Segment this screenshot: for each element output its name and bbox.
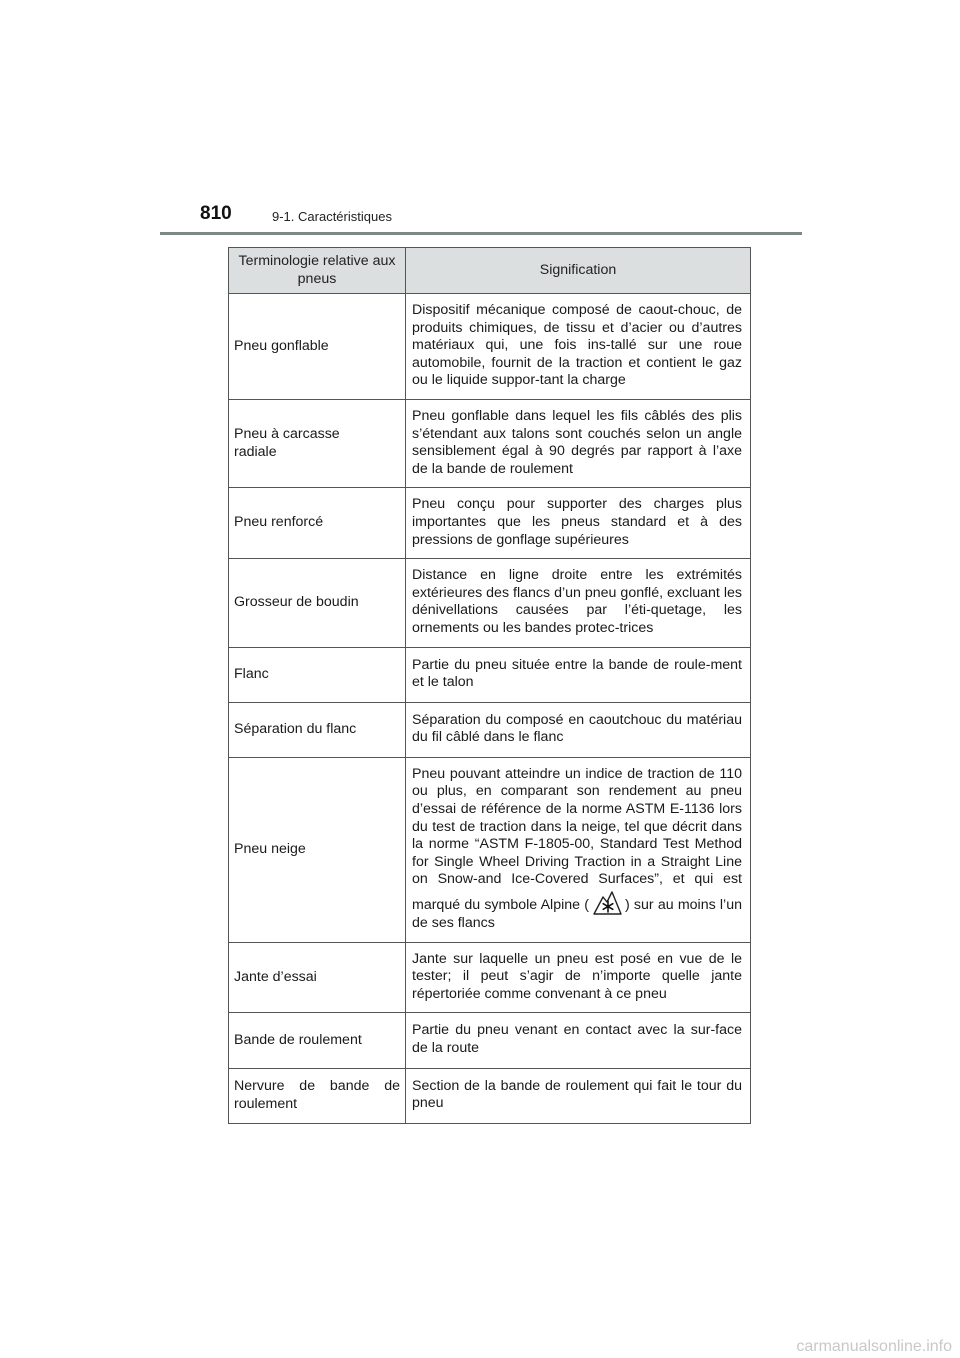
term-cell: Pneu renforcé <box>229 488 406 559</box>
table-row <box>229 647 751 702</box>
term-cell: Séparation du flanc <box>229 702 406 757</box>
table-row <box>229 1068 751 1123</box>
table-row <box>229 294 751 400</box>
section-title: 9-1. Caractéristiques <box>272 209 392 224</box>
term-cell: Pneu neige <box>229 757 406 942</box>
watermark-link[interactable]: carmanualsonline.info <box>796 1338 952 1355</box>
term-cell: Bande de roulement <box>229 1013 406 1068</box>
table-row <box>229 1013 751 1068</box>
definition-cell: Partie du pneu située entre la bande de roule-ment et le talon <box>406 647 751 702</box>
term-cell: Pneu à carcasse radiale <box>229 399 406 487</box>
definition-cell: Dispositif mécanique composé de caout-chouc, de produits chimiques, de tissu et d’acier ou d’autres matériaux qui, une fois ins-tallé sur une roue automobile, fournit de la traction et contient le gaz ou le liquide suppor-tant la charge <box>406 294 751 400</box>
definition-cell <box>406 757 751 942</box>
term-cell: Jante d’essai <box>229 942 406 1013</box>
table-row <box>229 702 751 757</box>
table-row <box>229 488 751 559</box>
definition-text: ) sur au moins l’un de ses flancs <box>412 897 742 932</box>
definition-text: Pneu pouvant atteindre un indice de traction de 110 ou plus, en comparant son rendement au pneu d’essai de référence de la norme ASTM E-1136 lors du test de traction dans la neige, tel que décrit dans la norme “ASTM F-1805-00, Standard Test Method for Single Wheel Driving Traction in a Straight Line on Snow-and Ice-Covered Surfaces”, et qui est marqué du symbole Alpine ( <box>412 765 742 914</box>
column-header-meaning: Signification <box>406 248 751 294</box>
header-divider <box>160 232 802 235</box>
definition-cell: Section de la bande de roulement qui fait le tour du pneu <box>406 1068 751 1123</box>
term-cell: Grosseur de boudin <box>229 559 406 647</box>
term-cell: Flanc <box>229 647 406 702</box>
column-header-term: Terminologie relative aux pneus <box>229 248 406 294</box>
table-row <box>229 942 751 1013</box>
definition-cell: Distance en ligne droite entre les extrémités extérieures des flancs d’un pneu gonflé, excluant les dénivellations causées par l’éti-quetage, les ornements ou les bandes protec-trices <box>406 559 751 647</box>
term-cell: Nervure de bande de roulement <box>229 1068 406 1123</box>
table-header-row <box>229 248 751 294</box>
term-cell: Pneu gonflable <box>229 294 406 400</box>
alpine-snowflake-icon <box>591 889 623 915</box>
page-number: 810 <box>200 203 232 224</box>
tire-terminology-table <box>228 247 751 1124</box>
table-row <box>229 559 751 647</box>
table-row <box>229 757 751 942</box>
table-row <box>229 399 751 487</box>
definition-cell: Séparation du composé en caoutchouc du matériau du fil câblé dans le flanc <box>406 702 751 757</box>
definition-cell: Pneu conçu pour supporter des charges plus importantes que les pneus standard et à des pressions de gonflage supérieures <box>406 488 751 559</box>
definition-cell: Partie du pneu venant en contact avec la sur-face de la route <box>406 1013 751 1068</box>
definition-cell: Jante sur laquelle un pneu est posé en vue de le tester; il peut s’agir de n’importe quelle jante répertoriée comme convenant à ce pneu <box>406 942 751 1013</box>
definition-cell: Pneu gonflable dans lequel les fils câblés des plis s’étendant aux talons sont couchés selon un angle sensiblement égal à 90 degrés par rapport à l’axe de la bande de roulement <box>406 399 751 487</box>
